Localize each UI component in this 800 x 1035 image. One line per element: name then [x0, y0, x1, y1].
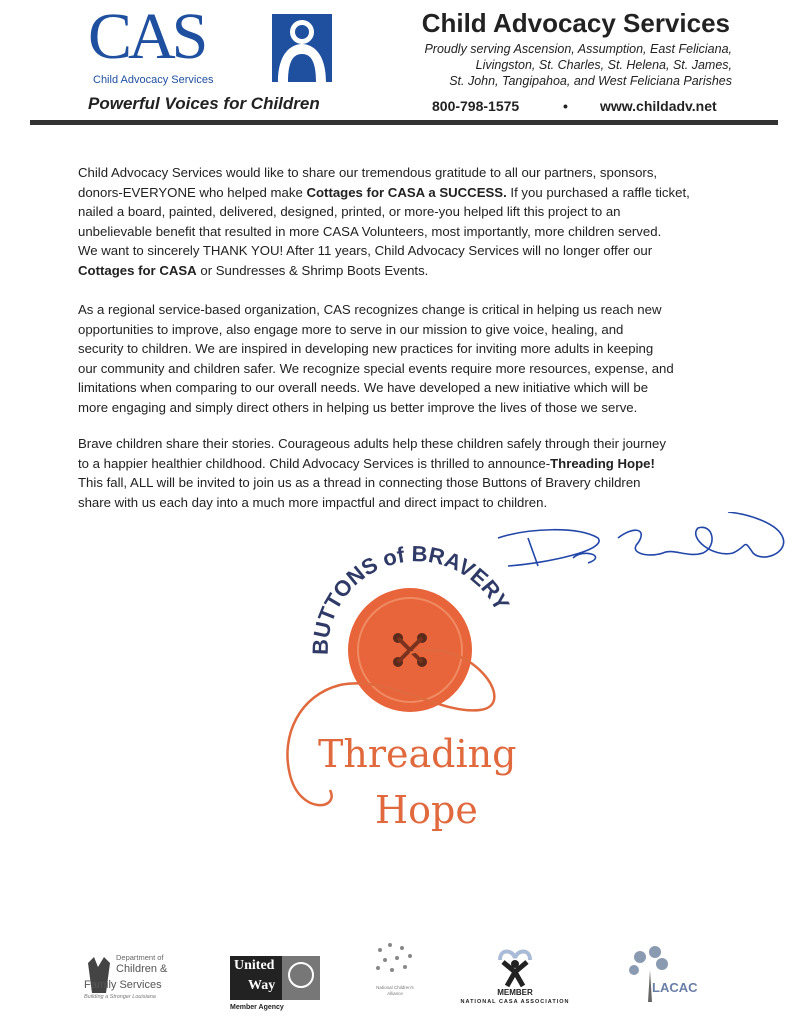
text-segment: Brave children share their stories. Courageous adults help these children safely through their journey: [78, 436, 666, 451]
lacac-label: LACAC: [652, 980, 698, 995]
cas-logo-letters: CAS: [88, 0, 205, 73]
separator: •: [563, 98, 568, 114]
dcfs-line: Family Services: [84, 979, 162, 991]
dcfs-logo: [84, 953, 194, 1009]
text-segment: If you purchased a raffle ticket,: [506, 184, 690, 200]
text-segment: nailed a board, painted, delivered, designed, printed, or more-you helped lift this project to an: [78, 204, 621, 220]
tagline: Powerful Voices for Children: [88, 94, 320, 113]
text-line: [78, 202, 748, 222]
uw-caption: Member Agency: [230, 1004, 284, 1011]
casa-heart-person-icon: [495, 948, 535, 988]
text-segment: unbelievable benefit that resulted in more CASA Volunteers, most importantly, more children served.: [78, 223, 662, 239]
org-name: Child Advocacy Services: [421, 8, 730, 38]
serving-line: St. John, Tangipahoa, and West Feliciana Parishes: [449, 74, 732, 88]
text-segment: share with us each day into a much more impactful and direct impact to children.: [78, 494, 548, 510]
text-line: [78, 320, 748, 340]
serving-line: Livingston, St. Charles, St. Helena, St. James,: [475, 58, 732, 72]
text-line: [78, 183, 748, 203]
text-line: [78, 454, 748, 474]
paragraph-1: [78, 163, 748, 281]
united-way-logo: [230, 956, 320, 1000]
text-line: [78, 261, 748, 281]
text-segment: This fall, ALL will be invited to join us as a thread in connecting those Buttons of Bravery children: [78, 475, 641, 491]
threading-text: Threading: [318, 732, 517, 776]
text-segment: security to children. We are inspired in developing new practices for inviting more adults in keeping: [78, 341, 654, 357]
casa-line: MEMBER: [497, 988, 533, 997]
cas-logo-mark: [272, 14, 332, 82]
text-segment: limitations when comparing to our overall needs. We have developed a new initiative which will be: [78, 380, 649, 396]
text-line: [78, 241, 748, 261]
serving-line: Proudly serving Ascension, Assumption, East Feliciana,: [424, 42, 732, 56]
text-line: [78, 359, 748, 379]
text-segment: to a happier healthier childhood. Child Advocacy Services is thrilled to announce-: [78, 455, 551, 471]
nca-caption: National Children's Alliance: [376, 985, 414, 996]
casa-logo: [455, 948, 575, 1012]
bold-text: Threading Hope!: [550, 455, 655, 471]
text-segment: Child Advocacy Services would like to share our tremendous gratitude to all our partners, sponsors,: [78, 165, 658, 180]
casa-line: NATIONAL CASA ASSOCIATION: [460, 999, 570, 1005]
logo-arc-text: BUTTONS of BRAVERY: [307, 545, 515, 656]
text-line: [78, 300, 748, 320]
text-segment: As a regional service-based organization, CAS recognizes change is critical in helping us reach new: [78, 302, 662, 317]
text-line: [78, 398, 748, 418]
hope-text: Hope: [375, 788, 478, 832]
nca-logo: [370, 940, 420, 1010]
text-line: [78, 493, 748, 513]
paragraph-2: [78, 300, 748, 418]
text-line: [78, 163, 748, 183]
phone-number: 800-798-1575: [432, 98, 520, 114]
text-line: [78, 378, 748, 398]
bold-text: Cottages for CASA a SUCCESS.: [306, 184, 507, 200]
nca-tree-icon: [370, 940, 420, 980]
lacac-logo: [620, 942, 710, 1006]
dcfs-line: Department of: [116, 953, 164, 962]
text-segment: more engaging and simply direct others in helping us better improve the lives of those we serve.: [78, 399, 638, 415]
text-line: [78, 434, 748, 454]
website-link[interactable]: www.childadv.net: [600, 98, 717, 114]
paragraph-3: [78, 434, 748, 512]
uw-hand-icon: [282, 956, 320, 1000]
text-line: [78, 222, 748, 242]
text-line: [78, 473, 748, 493]
cas-logo-subtitle: Child Advocacy Services: [93, 74, 214, 86]
uw-line: United: [234, 958, 275, 973]
header-divider: [30, 120, 778, 125]
buttons-of-bravery-logo: [280, 545, 540, 840]
uw-line: Way: [248, 978, 276, 993]
text-line: [78, 339, 748, 359]
dcfs-line: Building a Stronger Louisiana: [84, 994, 156, 1000]
text-segment: donors-EVERYONE who helped make: [78, 184, 307, 200]
text-segment: our community and children safer. We recognize special events require more resources, expense, and: [78, 360, 674, 376]
text-segment: opportunities to improve, also engage more to serve in our mission to give voice, healing, and: [78, 321, 624, 337]
bold-text: Cottages for CASA: [78, 262, 197, 278]
dcfs-line: Children &: [116, 963, 168, 975]
text-segment: We want to sincerely THANK YOU! After 11 years, Child Advocacy Services will no longer offer our: [78, 243, 653, 259]
text-segment: or Sundresses & Shrimp Boots Events.: [196, 262, 429, 278]
